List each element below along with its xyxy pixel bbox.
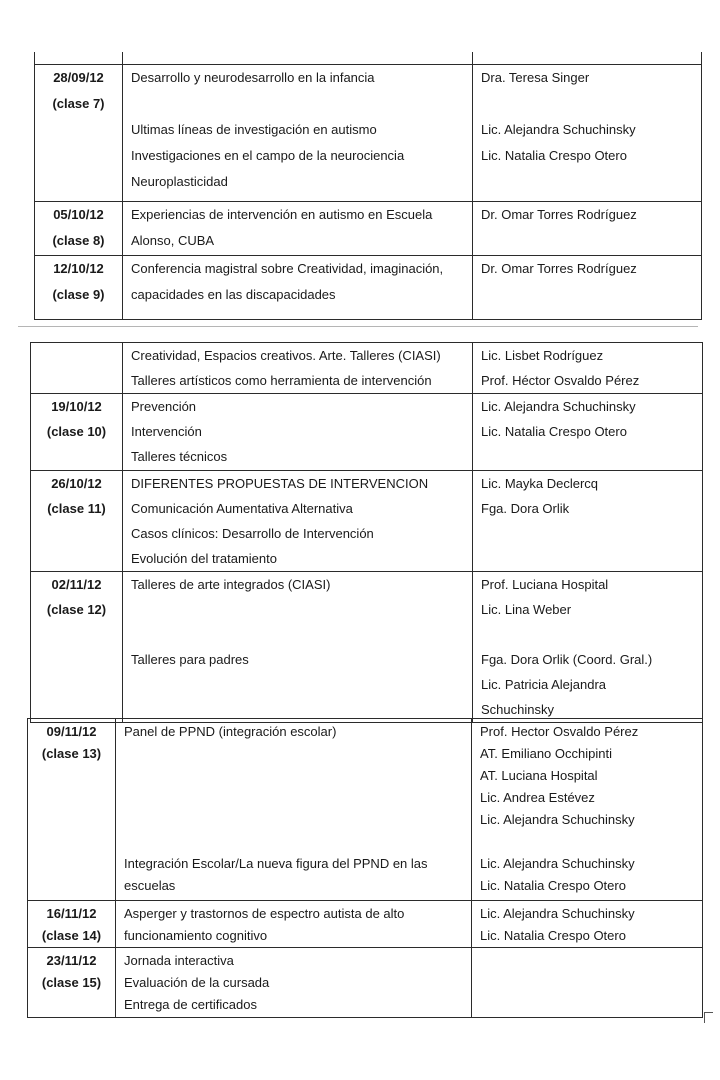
topic-line: Investigaciones en el campo de la neurociencia [131,148,405,163]
topic-cell [123,256,473,320]
speaker-name [473,282,701,308]
topic-line: Ultimas líneas de investigación en autismo [131,122,377,137]
speaker-name: Prof. Luciana Hospital [481,577,609,592]
speaker-name: Lic. Andrea Estévez [480,790,595,805]
topic-line: Intervención [131,424,202,439]
schedule-block-3 [27,718,703,1018]
schedule-row [31,394,703,471]
speaker-name: Lic. Alejandra Schuchinsky [481,399,636,414]
topic-line [123,672,472,697]
date-cell [35,65,123,202]
date-cell [35,256,123,320]
schedule-block-2 [30,342,703,723]
schedule-row [28,901,703,948]
schedule-row [35,65,702,202]
schedule-row [28,948,703,1018]
topic-line: Integración Escolar/La nueva figura del PPND en las [124,856,428,871]
topic-line [116,809,471,831]
speaker-name [472,831,702,853]
topic-cell [116,719,472,901]
session-date: 23/11/12 [46,953,97,968]
schedule-table-2 [30,342,703,723]
session-number: (clase 8) [52,233,105,248]
speaker-name [473,546,702,571]
speaker-name [473,521,702,546]
speaker-name: Lic. Alejandra Schuchinsky [481,122,636,137]
topic-line: Asperger y trastornos de espectro autista de alto [124,906,405,921]
speaker-name: Fga. Dora Orlik [481,501,570,516]
topic-line [123,597,472,622]
speaker-name: Prof. Héctor Osvaldo Pérez [481,373,640,388]
topic-line: Prevención [131,399,197,414]
speaker-name [473,91,701,117]
speaker-name: AT. Emiliano Occhipinti [480,746,612,761]
speaker-name: Lic. Natalia Crespo Otero [481,148,627,163]
schedule-row [31,471,703,572]
speaker-name: Dra. Teresa Singer [481,70,590,85]
speaker-cell [473,65,702,202]
schedule-row [35,202,702,256]
session-date: 16/11/12 [46,906,97,921]
table-left-extension [34,52,35,64]
date-cell [35,202,123,256]
speaker-name [472,994,702,1016]
speaker-name: Lic. Natalia Crespo Otero [480,878,626,893]
speaker-name [473,228,701,254]
topic-line: DIFERENTES PROPUESTAS DE INTERVENCION [131,476,429,491]
schedule-row [28,719,703,901]
topic-line: capacidades en las discapacidades [131,287,336,302]
session-date: 19/10/12 [51,399,102,414]
speaker-name: Schuchinsky [481,702,554,717]
topic-cell [123,202,473,256]
speaker-cell [473,471,703,572]
topic-line: Evaluación de la cursada [124,975,270,990]
topic-line: Panel de PPND (integración escolar) [124,724,337,739]
speaker-name: Lic. Mayka Declercq [481,476,599,491]
topic-line: Comunicación Aumentativa Alternativa [131,501,353,516]
schedule-row [31,343,703,394]
topic-line [116,765,471,787]
topic-line [116,743,471,765]
speaker-cell [473,202,702,256]
speaker-name [473,622,702,647]
topic-line: Conferencia magistral sobre Creatividad, imaginación, [131,261,444,276]
topic-line: Talleres para padres [131,652,249,667]
topic-line: Entrega de certificados [124,997,257,1012]
table-edge-extension [701,52,702,64]
topic-line: escuelas [124,878,176,893]
schedule-row [31,572,703,723]
topic-cell [116,901,472,948]
topic-line: funcionamiento cognitivo [124,928,268,943]
topic-line: Talleres técnicos [131,449,228,464]
schedule-row [35,256,702,320]
date-cell [31,394,123,471]
speaker-name: Lic. Lisbet Rodríguez [481,348,604,363]
topic-line: Alonso, CUBA [131,233,215,248]
speaker-name: Dr. Omar Torres Rodríguez [481,207,637,222]
speaker-name [472,972,702,994]
speaker-name: Lic. Natalia Crespo Otero [481,424,627,439]
speaker-cell [473,394,703,471]
topic-cell [123,471,473,572]
speaker-name: Dr. Omar Torres Rodríguez [481,261,637,276]
topic-line: Desarrollo y neurodesarrollo en la infancia [131,70,375,85]
session-number: (clase 7) [52,96,105,111]
topic-line: Talleres artísticos como herramienta de intervención [131,373,432,388]
topic-line: Experiencias de intervención en autismo en Escuela [131,207,433,222]
date-cell [31,471,123,572]
date-cell [28,719,116,901]
topic-cell [123,65,473,202]
table-mid-extension [122,52,123,64]
date-cell [31,572,123,723]
speaker-name: Lic. Lina Weber [481,602,572,617]
speaker-name: Lic. Alejandra Schuchinsky [480,906,635,921]
session-date: 26/10/12 [51,476,102,491]
speaker-name [473,444,702,469]
speaker-cell [473,343,703,394]
speaker-name: Prof. Hector Osvaldo Pérez [480,724,639,739]
session-date: 02/11/12 [51,577,102,592]
speaker-cell [472,948,703,1018]
topic-line: Talleres de arte integrados (CIASI) [131,577,331,592]
speaker-name: Lic. Alejandra Schuchinsky [480,856,635,871]
topic-line: Jornada interactiva [124,953,234,968]
session-number: (clase 10) [46,424,107,439]
topic-line: Evolución del tratamiento [131,551,277,566]
session-number: (clase 9) [52,287,105,302]
date-cell [28,948,116,1018]
speaker-cell [472,719,703,901]
session-number: (clase 11) [47,501,106,516]
page-break-line [18,326,698,327]
speaker-name [473,169,701,195]
topic-line [123,91,472,117]
speaker-name: Fga. Dora Orlik (Coord. Gral.) [481,652,653,667]
session-number: (clase 12) [46,602,107,617]
speaker-name [472,950,702,972]
topic-line [116,787,471,809]
speaker-name: Lic. Patricia Alejandra [481,677,607,692]
session-date: 12/10/12 [53,261,104,276]
table-right-extension [472,52,473,64]
session-date: 05/10/12 [53,207,104,222]
schedule-block-1 [34,64,702,320]
speaker-name: AT. Luciana Hospital [480,768,598,783]
speaker-cell [473,572,703,723]
date-cell [28,901,116,948]
topic-line: Creatividad, Espacios creativos. Arte. Talleres (CIASI) [131,348,441,363]
speaker-name: Lic. Alejandra Schuchinsky [480,812,635,827]
schedule-table-3 [27,718,703,1018]
speaker-cell [473,256,702,320]
topic-line [123,622,472,647]
topic-cell [123,572,473,723]
schedule-table-1 [34,64,702,320]
topic-line [116,831,471,853]
topic-cell [123,394,473,471]
topic-line: Neuroplasticidad [131,174,228,189]
topic-cell [123,343,473,394]
session-number: (clase 13) [41,746,102,761]
speaker-name: Lic. Natalia Crespo Otero [480,928,626,943]
topic-line: Casos clínicos: Desarrollo de Intervención [131,526,374,541]
session-date: 28/09/12 [53,70,104,85]
session-number: (clase 14) [41,928,102,943]
session-date: 09/11/12 [46,724,97,739]
page-edge-mark [704,1012,713,1023]
date-cell [31,343,123,394]
speaker-cell [472,901,703,948]
session-number: (clase 15) [41,975,102,990]
topic-cell [116,948,472,1018]
